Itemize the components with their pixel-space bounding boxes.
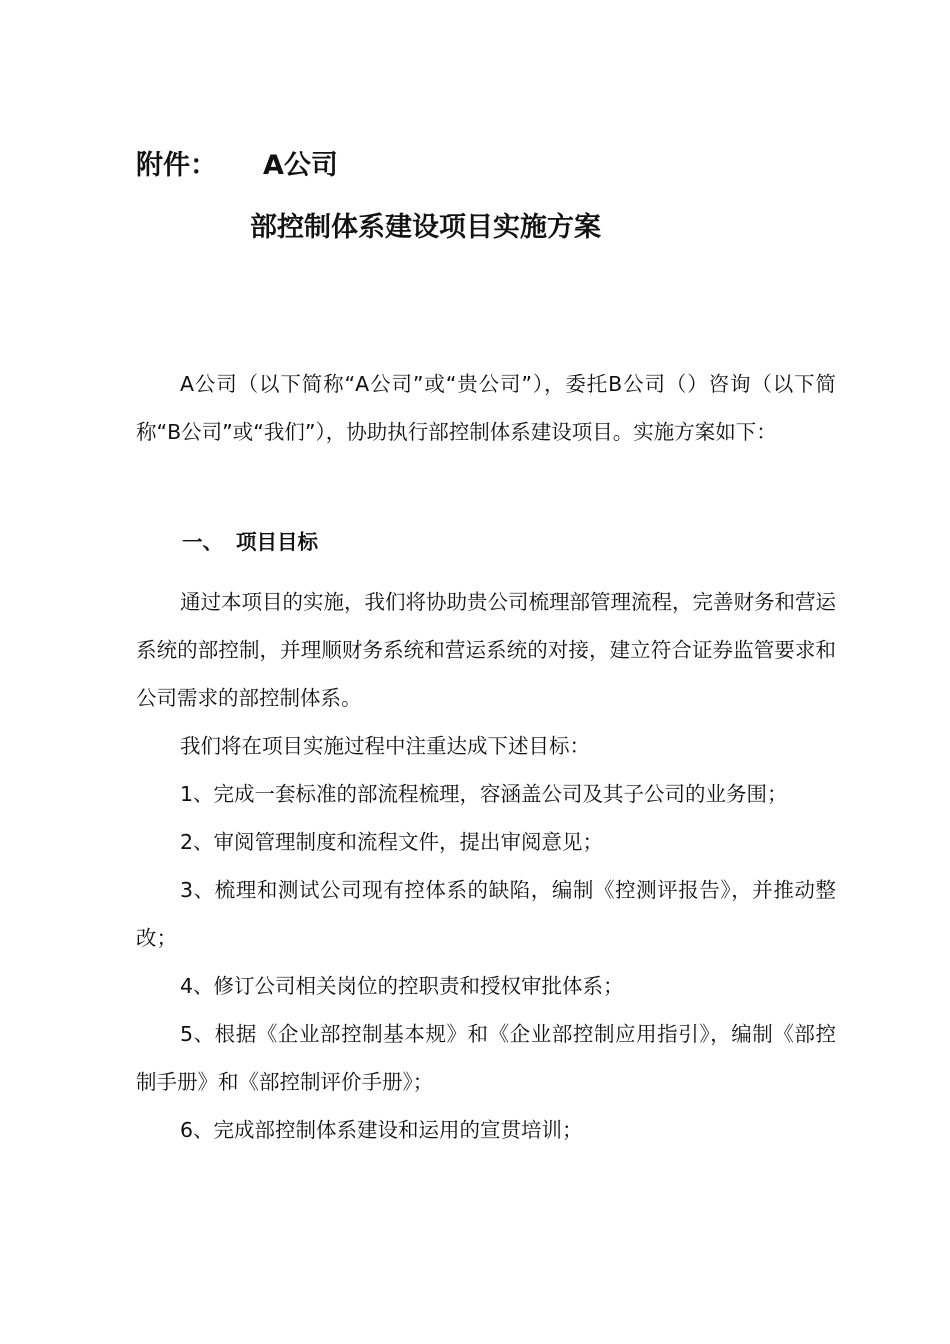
goals-lead: 我们将在项目实施过程中注重达成下述目标： [180, 734, 590, 758]
goal-item: 3、梳理和测试公司现有控体系的缺陷，编制《控测评报告》，并推动整改； [136, 878, 836, 950]
goal-item: 5、根据《企业部控制基本规》和《企业部控制应用指引》，编制《部控制手册》和《部控制评价手册》； [136, 1022, 836, 1094]
intro-paragraph: A公司（以下简称“A公司”或“贵公司”），委托B公司（）咨询（以下简称“B公司”或“我们”），协助执行部控制体系建设项目。实施方案如下： [136, 372, 836, 444]
goal-item: 1、完成一套标准的部流程梳理，容涵盖公司及其子公司的业务围； [180, 782, 788, 806]
goal-item: 4、修订公司相关岗位的控职责和授权审批体系； [180, 974, 624, 998]
goals-list [136, 722, 836, 1154]
section-paragraph: 通过本项目的实施，我们将协助贵公司梳理部管理流程，完善财务和营运系统的部控制，并理顺财务系统和营运系统的对接，建立符合证券监管要求和公司需求的部控制体系。 [136, 590, 836, 710]
goal-item: 6、完成部控制体系建设和运用的宣贯培训； [180, 1118, 583, 1142]
document-title: 部控制体系建设项目实施方案 [250, 212, 601, 243]
attachment-heading [136, 146, 338, 186]
intro-block [136, 360, 836, 456]
attachment-label: 附件： [136, 150, 217, 181]
section-title: 项目目标 [236, 530, 318, 554]
company-name: A公司 [263, 150, 338, 181]
section-number: 一、 [182, 530, 223, 554]
goal-item: 2、审阅管理制度和流程文件，提出审阅意见； [180, 830, 604, 854]
section-heading [182, 522, 318, 562]
section-paragraph-block [136, 578, 836, 722]
